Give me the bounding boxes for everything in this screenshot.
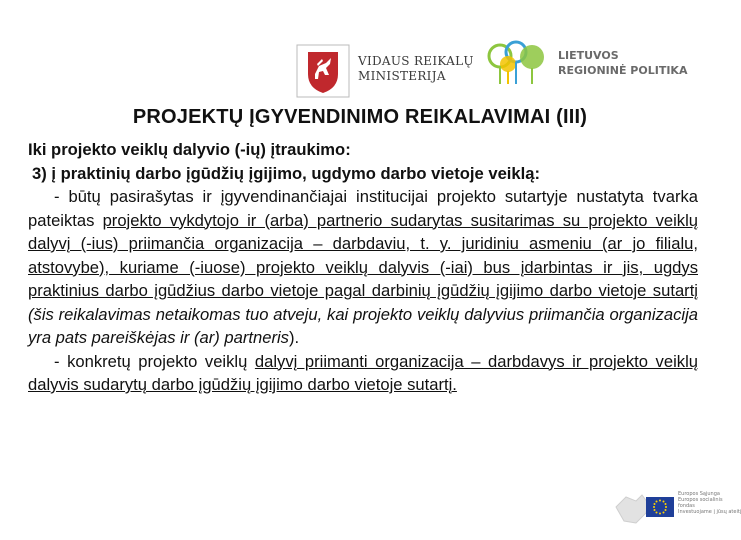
regional-policy-line2: REGIONINĖ POLITIKA: [558, 64, 688, 77]
eu-text-line4: Investuojame į jūsų ateitį: [678, 509, 741, 515]
para1-text: - būtų pasirašytas ir įgyvendinančiajai institucijai projekto sutartyje nustatyta tvarka pateiktas: [28, 187, 698, 230]
para1-end: ).: [288, 328, 300, 347]
ministry-logo: [296, 44, 474, 98]
requirement-paragraph-1: [28, 185, 698, 350]
trees-icon: [486, 40, 550, 88]
header: [0, 40, 720, 100]
eu-text-line1: Europos Sąjunga: [678, 491, 720, 497]
regional-policy-name: [558, 48, 687, 78]
vytis-crest-icon: [296, 44, 350, 98]
para2-underlined: dalyvį priimanti organizacija – darbdavys ir projekto veiklų dalyvis sudarytų darbo įgūdžių įgijimo darbo vietoje sutartį.: [28, 351, 698, 394]
eu-funds-text: [678, 491, 741, 515]
ministry-name-line2: MINISTERIJA: [358, 69, 446, 83]
regional-policy-line1: LIETUVOS: [558, 49, 619, 62]
section-heading: Iki projekto veiklų dalyvio (-ių) įtraukimo:: [28, 140, 351, 159]
eu-flag-icon: [612, 487, 678, 535]
page-title: PROJEKTŲ ĮGYVENDINIMO REIKALAVIMAI (III): [132, 106, 588, 128]
eu-text-line3: fondas: [678, 503, 695, 509]
requirement-paragraph-2: [28, 350, 698, 397]
eu-funds-logo: [612, 487, 741, 535]
main-content: [28, 138, 698, 397]
section-subheading: 3) į praktinių darbo įgūdžių įgijimo, ugdymo darbo vietoje veiklą:: [32, 163, 541, 183]
eu-text-line2: Europos socialinis: [678, 497, 723, 503]
regional-policy-logo: [486, 40, 686, 100]
para2-text: - konkretų projekto veiklų: [54, 351, 255, 371]
para1-italic: (šis reikalavimas netaikomas tuo atveju, kai projekto veiklų dalyvius priimančia organizacija yra pats pareiškėjas ir (ar) partneris: [28, 304, 698, 347]
ministry-name-line1: VIDAUS REIKALŲ: [358, 54, 474, 68]
para1-underlined: projekto vykdytojo ir (arba) partnerio sudarytas susitarimas su projekto veiklų dalyvį (-ius) priimančia organizacija – darbdaviu, t. y. juridiniu asmeniu (ar jo filialu, atstovybe), kuriame (-iuose) projekto veiklų dalyvis (-iai) bus įdarbintas ir jis, ugdys praktinius darbo įgūdžius darbo vietoje pagal darbinių įgūdžių įgijimo darbo vietoje sutartį: [28, 210, 698, 300]
ministry-name: [358, 54, 474, 84]
